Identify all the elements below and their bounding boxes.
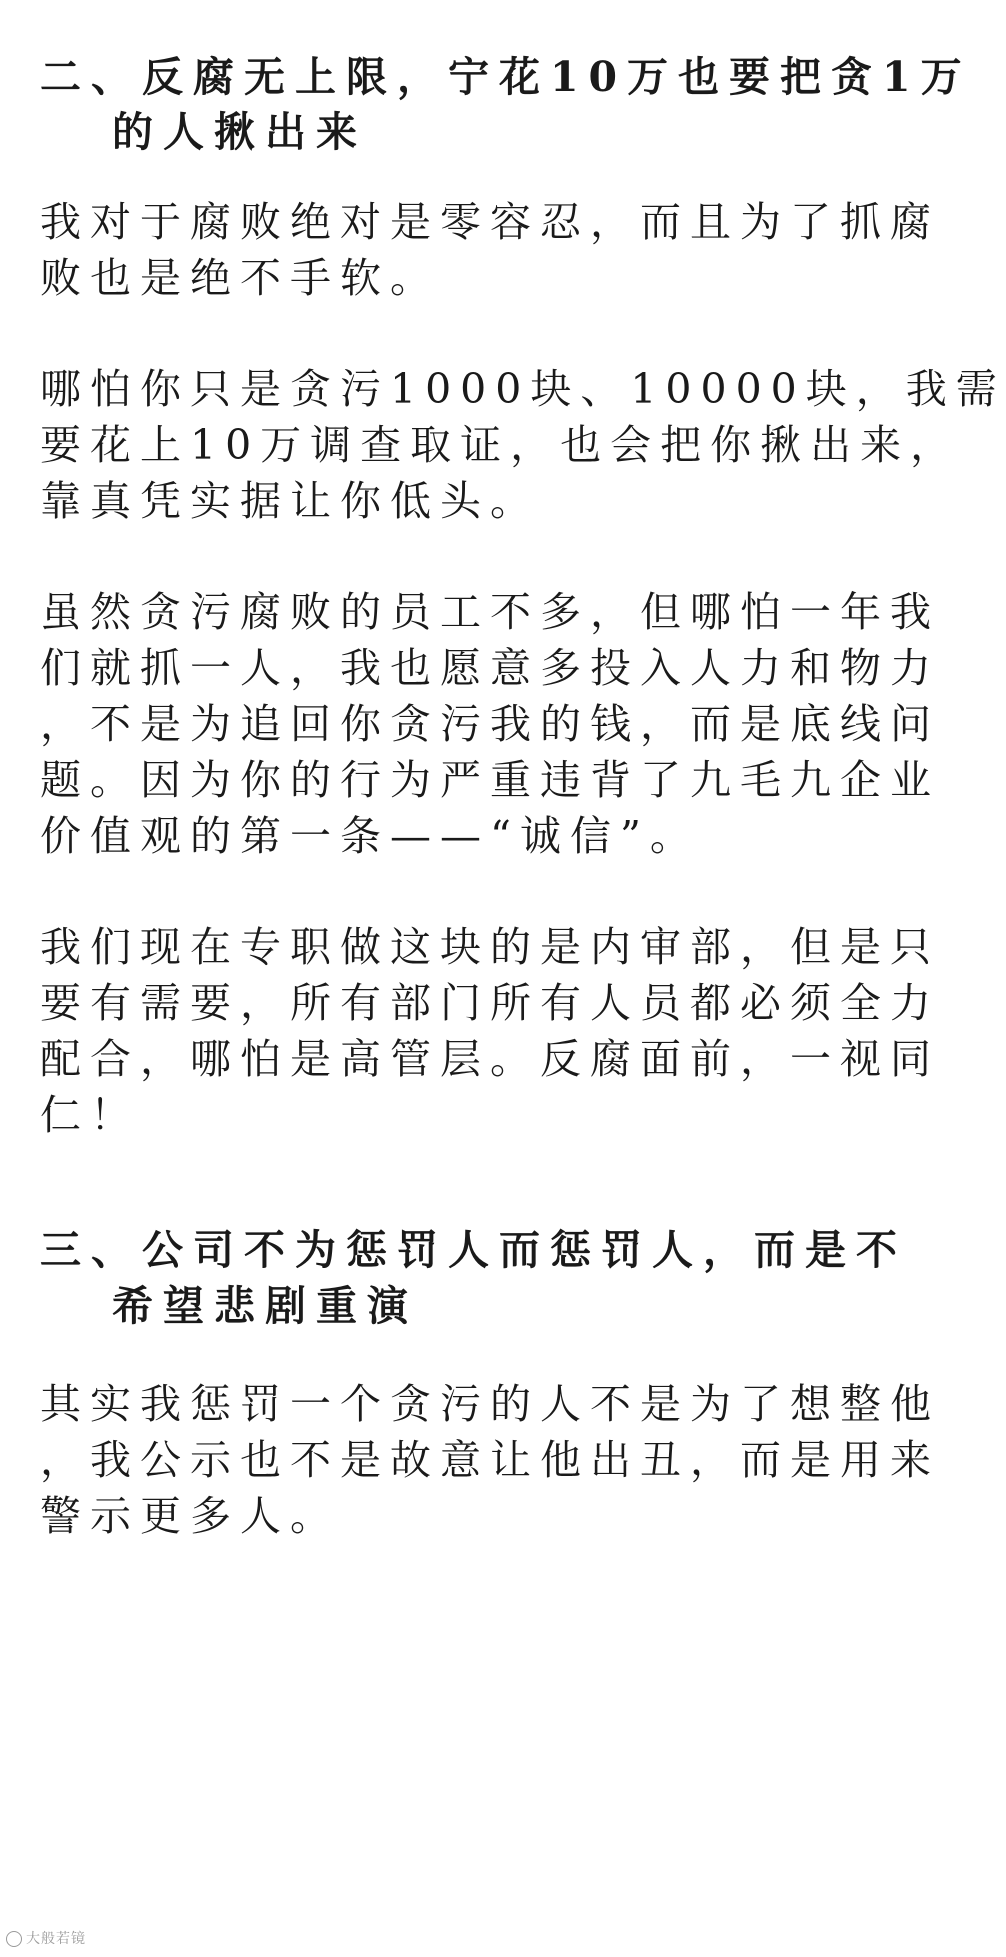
paragraph-3-line-4: 题。因为你的行为严重违背了九毛九企业 <box>40 756 940 804</box>
watermark-text: 大般若镜 <box>26 1931 86 1947</box>
paragraph-3-line-3: ，不是为追回你贪污我的钱，而是底线问 <box>40 700 940 748</box>
watermark-logo-icon <box>6 1931 22 1947</box>
paragraph-4-line-4: 仁！ <box>40 1091 140 1139</box>
paragraph-5-line-1: 其实我惩罚一个贪污的人不是为了想整他 <box>40 1380 940 1428</box>
paragraph-4-line-1: 我们现在专职做这块的是内审部，但是只 <box>40 923 940 971</box>
paragraph-2-line-2: 要花上10万调查取证，也会把你揪出来， <box>40 421 961 469</box>
paragraph-1-line-2: 败也是绝不手软。 <box>40 254 440 302</box>
paragraph-4-line-2: 要有需要，所有部门所有人员都必须全力 <box>40 979 940 1027</box>
section-2-heading-line-2: 的人揪出来 <box>112 108 367 156</box>
paragraph-5-line-2: ，我公示也不是故意让他出丑，而是用来 <box>40 1436 940 1484</box>
paragraph-4-line-3: 配合，哪怕是高管层。反腐面前，一视同 <box>40 1035 940 1083</box>
paragraph-3-line-5: 价值观的第一条——“诚信”。 <box>40 812 700 860</box>
paragraph-3-line-2: 们就抓一人，我也愿意多投入人力和物力 <box>40 644 940 692</box>
paragraph-1-line-1: 我对于腐败绝对是零容忍，而且为了抓腐 <box>40 198 940 246</box>
watermark <box>6 1928 86 1948</box>
section-2-heading-line-1: 二、反腐无上限，宁花10万也要把贪1万 <box>40 53 972 101</box>
paragraph-2-line-1: 哪怕你只是贪污1000块、10000块，我需 <box>40 365 1006 413</box>
section-3-heading-line-2: 希望悲剧重演 <box>112 1282 418 1330</box>
section-3-heading-line-1: 三、公司不为惩罚人而惩罚人，而是不 <box>40 1226 907 1274</box>
paragraph-2-line-3: 靠真凭实据让你低头。 <box>40 477 540 525</box>
paragraph-5-line-3: 警示更多人。 <box>40 1492 340 1540</box>
paragraph-3-line-1: 虽然贪污腐败的员工不多，但哪怕一年我 <box>40 588 940 636</box>
